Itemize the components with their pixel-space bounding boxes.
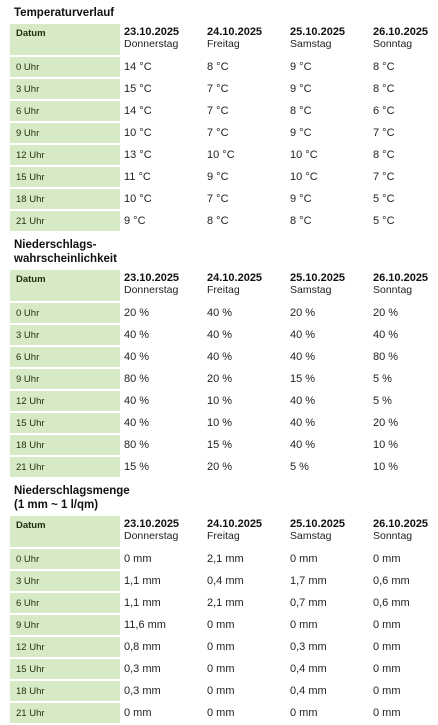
table-cell: 0,3 mm [124,663,161,675]
table-cell: 0,3 mm [124,685,161,697]
table-cell: 0 mm [207,641,235,653]
temperature-section [0,0,438,233]
table-row [10,614,438,636]
table-cell: 6 °C [373,105,395,117]
table-cell: 0,4 mm [290,663,327,675]
time-label: 21 Uhr [10,702,120,724]
header-label: Datum [10,516,120,548]
time-label: 21 Uhr [10,456,120,478]
table-cell: 0 mm [124,553,152,565]
table-header-row [10,516,438,548]
table-cell: 10 % [373,461,399,473]
time-label: 0 Uhr [10,548,120,570]
table-cell: 10 % [207,417,233,429]
table-cell: 0 mm [373,663,401,675]
table-cell: 0,6 mm [373,575,410,587]
table-cell: 10 °C [290,149,318,161]
table-cell: 9 °C [290,193,312,205]
day-date: 24.10.2025 [207,518,263,530]
table-row [10,570,438,592]
table-cell: 0 mm [124,707,152,719]
table-cell: 13 °C [124,149,152,161]
table-row [10,680,438,702]
table-cell: 11,6 mm [124,619,166,631]
table-cell: 80 % [373,351,399,363]
table-cell: 0,7 mm [290,597,327,609]
table-cell: 40 % [373,329,399,341]
forecast-table [10,516,438,725]
table-cell: 5 % [373,373,392,385]
day-weekday: Sonntag [373,530,413,542]
day-header [120,270,203,302]
table-cell: 8 °C [207,61,229,73]
table-row [10,302,438,324]
table-row [10,56,438,78]
table-cell: 20 % [290,307,316,319]
day-date: 24.10.2025 [207,26,263,38]
table-cell: 0 mm [373,619,401,631]
table-row [10,122,438,144]
table-cell: 0,8 mm [124,641,161,653]
table-cell: 1,1 mm [124,597,161,609]
table-cell: 15 °C [124,83,152,95]
table-cell: 0,4 mm [290,685,327,697]
day-weekday: Freitag [207,38,240,50]
table-row [10,412,438,434]
table-cell: 2,1 mm [207,597,244,609]
table-row [10,100,438,122]
table-cell: 14 °C [124,105,152,117]
table-cell: 0,3 mm [290,641,327,653]
day-header [203,24,286,56]
table-cell: 20 % [207,373,233,385]
time-label: 6 Uhr [10,346,120,368]
time-label: 3 Uhr [10,324,120,346]
day-header [369,270,438,302]
table-cell: 40 % [124,417,150,429]
day-weekday: Donnerstag [124,530,179,542]
section-title [0,233,438,266]
table-cell: 40 % [290,329,316,341]
day-weekday: Freitag [207,284,240,296]
table-row [10,434,438,456]
time-label: 9 Uhr [10,614,120,636]
table-cell: 0 mm [207,619,235,631]
time-label: 12 Uhr [10,144,120,166]
day-date: 25.10.2025 [290,272,346,284]
table-row [10,210,438,232]
day-date: 23.10.2025 [124,518,180,530]
table-row [10,702,438,724]
table-cell: 20 % [373,417,399,429]
table-cell: 9 °C [124,215,146,227]
table-cell: 8 °C [373,83,395,95]
header-label: Datum [10,24,120,56]
table-cell: 9 °C [290,61,312,73]
table-cell: 40 % [207,307,233,319]
day-header [369,24,438,56]
precip-amount-section [0,479,438,725]
table-cell: 0 mm [290,619,318,631]
table-cell: 1,1 mm [124,575,161,587]
table-cell: 10 °C [207,149,235,161]
table-cell: 20 % [373,307,399,319]
table-cell: 20 % [207,461,233,473]
table-cell: 0 mm [290,707,318,719]
table-cell: 7 °C [207,105,229,117]
table-cell: 7 °C [207,127,229,139]
day-header [120,24,203,56]
table-cell: 0 mm [207,685,235,697]
table-cell: 40 % [124,351,150,363]
table-row [10,78,438,100]
table-cell: 40 % [207,329,233,341]
table-cell: 80 % [124,439,150,451]
table-cell: 8 °C [290,105,312,117]
time-label: 6 Uhr [10,592,120,614]
table-cell: 7 °C [373,171,395,183]
day-header [286,516,369,548]
section-title-line: (1 mm ~ 1 l/qm) [14,499,99,511]
table-cell: 15 % [290,373,316,385]
section-title-line: wahrscheinlichkeit [14,253,117,265]
day-weekday: Sonntag [373,38,413,50]
day-date: 26.10.2025 [373,518,429,530]
table-cell: 14 °C [124,61,152,73]
day-weekday: Donnerstag [124,38,179,50]
precip-probability-section [0,233,438,479]
table-cell: 8 °C [207,215,229,227]
time-label: 9 Uhr [10,122,120,144]
table-cell: 0,6 mm [373,597,410,609]
day-header [120,516,203,548]
day-date: 26.10.2025 [373,272,429,284]
time-label: 18 Uhr [10,434,120,456]
day-header [369,516,438,548]
table-row [10,346,438,368]
table-row [10,636,438,658]
table-cell: 40 % [290,417,316,429]
table-row [10,188,438,210]
day-date: 25.10.2025 [290,518,346,530]
time-label: 6 Uhr [10,100,120,122]
table-row [10,368,438,390]
time-label: 9 Uhr [10,368,120,390]
table-cell: 0,4 mm [207,575,244,587]
table-cell: 0 mm [373,685,401,697]
table-cell: 8 °C [373,61,395,73]
time-label: 3 Uhr [10,78,120,100]
table-cell: 8 °C [373,149,395,161]
table-cell: 40 % [124,395,150,407]
table-cell: 5 % [290,461,309,473]
time-label: 12 Uhr [10,390,120,412]
table-cell: 10 % [373,439,399,451]
table-cell: 20 % [124,307,150,319]
table-cell: 5 °C [373,193,395,205]
table-row [10,548,438,570]
section-title: Temperaturverlauf [14,7,115,19]
day-header [286,24,369,56]
day-header [203,516,286,548]
table-cell: 40 % [124,329,150,341]
day-weekday: Samstag [290,530,332,542]
table-row [10,390,438,412]
table-cell: 40 % [207,351,233,363]
time-label: 12 Uhr [10,636,120,658]
section-title [0,479,438,512]
table-cell: 40 % [290,351,316,363]
table-cell: 5 % [373,395,392,407]
day-weekday: Sonntag [373,284,413,296]
table-cell: 7 °C [207,83,229,95]
time-label: 0 Uhr [10,56,120,78]
forecast-table [10,270,438,479]
table-cell: 0 mm [290,553,318,565]
table-cell: 10 °C [124,193,152,205]
table-header-row [10,24,438,56]
table-cell: 5 °C [373,215,395,227]
table-cell: 9 °C [290,127,312,139]
time-label: 3 Uhr [10,570,120,592]
table-row [10,592,438,614]
table-cell: 11 °C [124,171,151,183]
day-weekday: Freitag [207,530,240,542]
section-title-line: Niederschlagsmenge [14,485,130,497]
day-weekday: Samstag [290,284,332,296]
table-cell: 0 mm [373,707,401,719]
table-cell: 0 mm [207,707,235,719]
table-cell: 1,7 mm [290,575,327,587]
section-title-line: Niederschlags- [14,239,97,251]
table-cell: 40 % [290,395,316,407]
day-header [286,270,369,302]
table-cell: 8 °C [290,215,312,227]
table-row [10,658,438,680]
table-cell: 80 % [124,373,150,385]
table-cell: 9 °C [207,171,229,183]
day-date: 23.10.2025 [124,272,180,284]
time-label: 15 Uhr [10,658,120,680]
table-cell: 40 % [290,439,316,451]
day-header [203,270,286,302]
day-date: 23.10.2025 [124,26,180,38]
day-weekday: Donnerstag [124,284,179,296]
day-date: 26.10.2025 [373,26,429,38]
time-label: 0 Uhr [10,302,120,324]
table-cell: 7 °C [207,193,229,205]
forecast-table [10,24,438,233]
table-cell: 2,1 mm [207,553,244,565]
table-cell: 0 mm [207,663,235,675]
time-label: 15 Uhr [10,166,120,188]
table-row [10,166,438,188]
time-label: 15 Uhr [10,412,120,434]
day-weekday: Samstag [290,38,332,50]
table-cell: 7 °C [373,127,395,139]
table-cell: 15 % [207,439,233,451]
day-date: 25.10.2025 [290,26,346,38]
table-row [10,144,438,166]
table-cell: 15 % [124,461,150,473]
header-label: Datum [10,270,120,302]
table-cell: 10 °C [124,127,152,139]
time-label: 21 Uhr [10,210,120,232]
table-cell: 0 mm [373,641,401,653]
table-row [10,324,438,346]
time-label: 18 Uhr [10,680,120,702]
table-row [10,456,438,478]
table-cell: 10 °C [290,171,318,183]
day-date: 24.10.2025 [207,272,263,284]
time-label: 18 Uhr [10,188,120,210]
table-cell: 10 % [207,395,233,407]
table-cell: 0 mm [373,553,401,565]
table-cell: 9 °C [290,83,312,95]
table-header-row [10,270,438,302]
